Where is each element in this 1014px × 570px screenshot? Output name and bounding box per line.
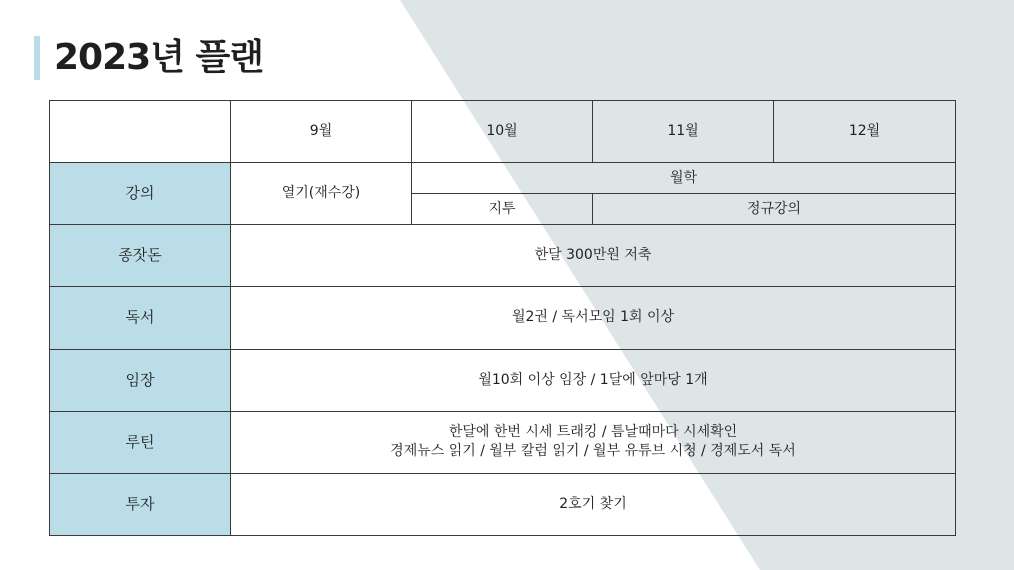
row-label-routine: 루틴 (50, 411, 231, 473)
month-header-oct: 10월 (412, 101, 593, 163)
lecture-row-top (50, 163, 956, 194)
routine-value (231, 411, 956, 473)
seed-money-value: 한달 300만원 저축 (231, 225, 956, 287)
page-title: 2023년 플랜 (54, 37, 264, 78)
routine-row (50, 411, 956, 473)
reading-value: 월2권 / 독서모임 1회 이상 (231, 287, 956, 349)
month-header-nov: 11월 (593, 101, 774, 163)
routine-line-1: 한달에 한번 시세 트래킹 / 틈날때마다 시세확인 (448, 424, 738, 441)
lecture-jitu-cell: 지투 (412, 194, 593, 225)
routine-line-2: 경제뉴스 읽기 / 월부 칼럼 읽기 / 월부 유튜브 시청 / 경제도서 독서 (390, 443, 796, 460)
header-row (50, 101, 956, 163)
row-label-seed-money: 종잣돈 (50, 225, 231, 287)
title-accent-bar (34, 36, 40, 80)
investment-value: 2호기 찾기 (231, 473, 956, 535)
field-visit-value: 월10회 이상 임장 / 1달에 앞마당 1개 (231, 349, 956, 411)
row-label-investment: 투자 (50, 473, 231, 535)
row-label-field-visit: 임장 (50, 349, 231, 411)
lecture-sep-cell: 열기(재수강) (231, 163, 412, 225)
plan-table (49, 100, 956, 536)
field-visit-row (50, 349, 956, 411)
lecture-wolhak-cell: 월학 (412, 163, 956, 194)
header-corner-cell (50, 101, 231, 163)
month-header-sep: 9월 (231, 101, 412, 163)
seed-money-row (50, 225, 956, 287)
investment-row (50, 473, 956, 535)
month-header-dec: 12월 (774, 101, 956, 163)
row-label-reading: 독서 (50, 287, 231, 349)
lecture-regular-cell: 정규강의 (593, 194, 956, 225)
reading-row (50, 287, 956, 349)
row-label-lecture: 강의 (50, 163, 231, 225)
